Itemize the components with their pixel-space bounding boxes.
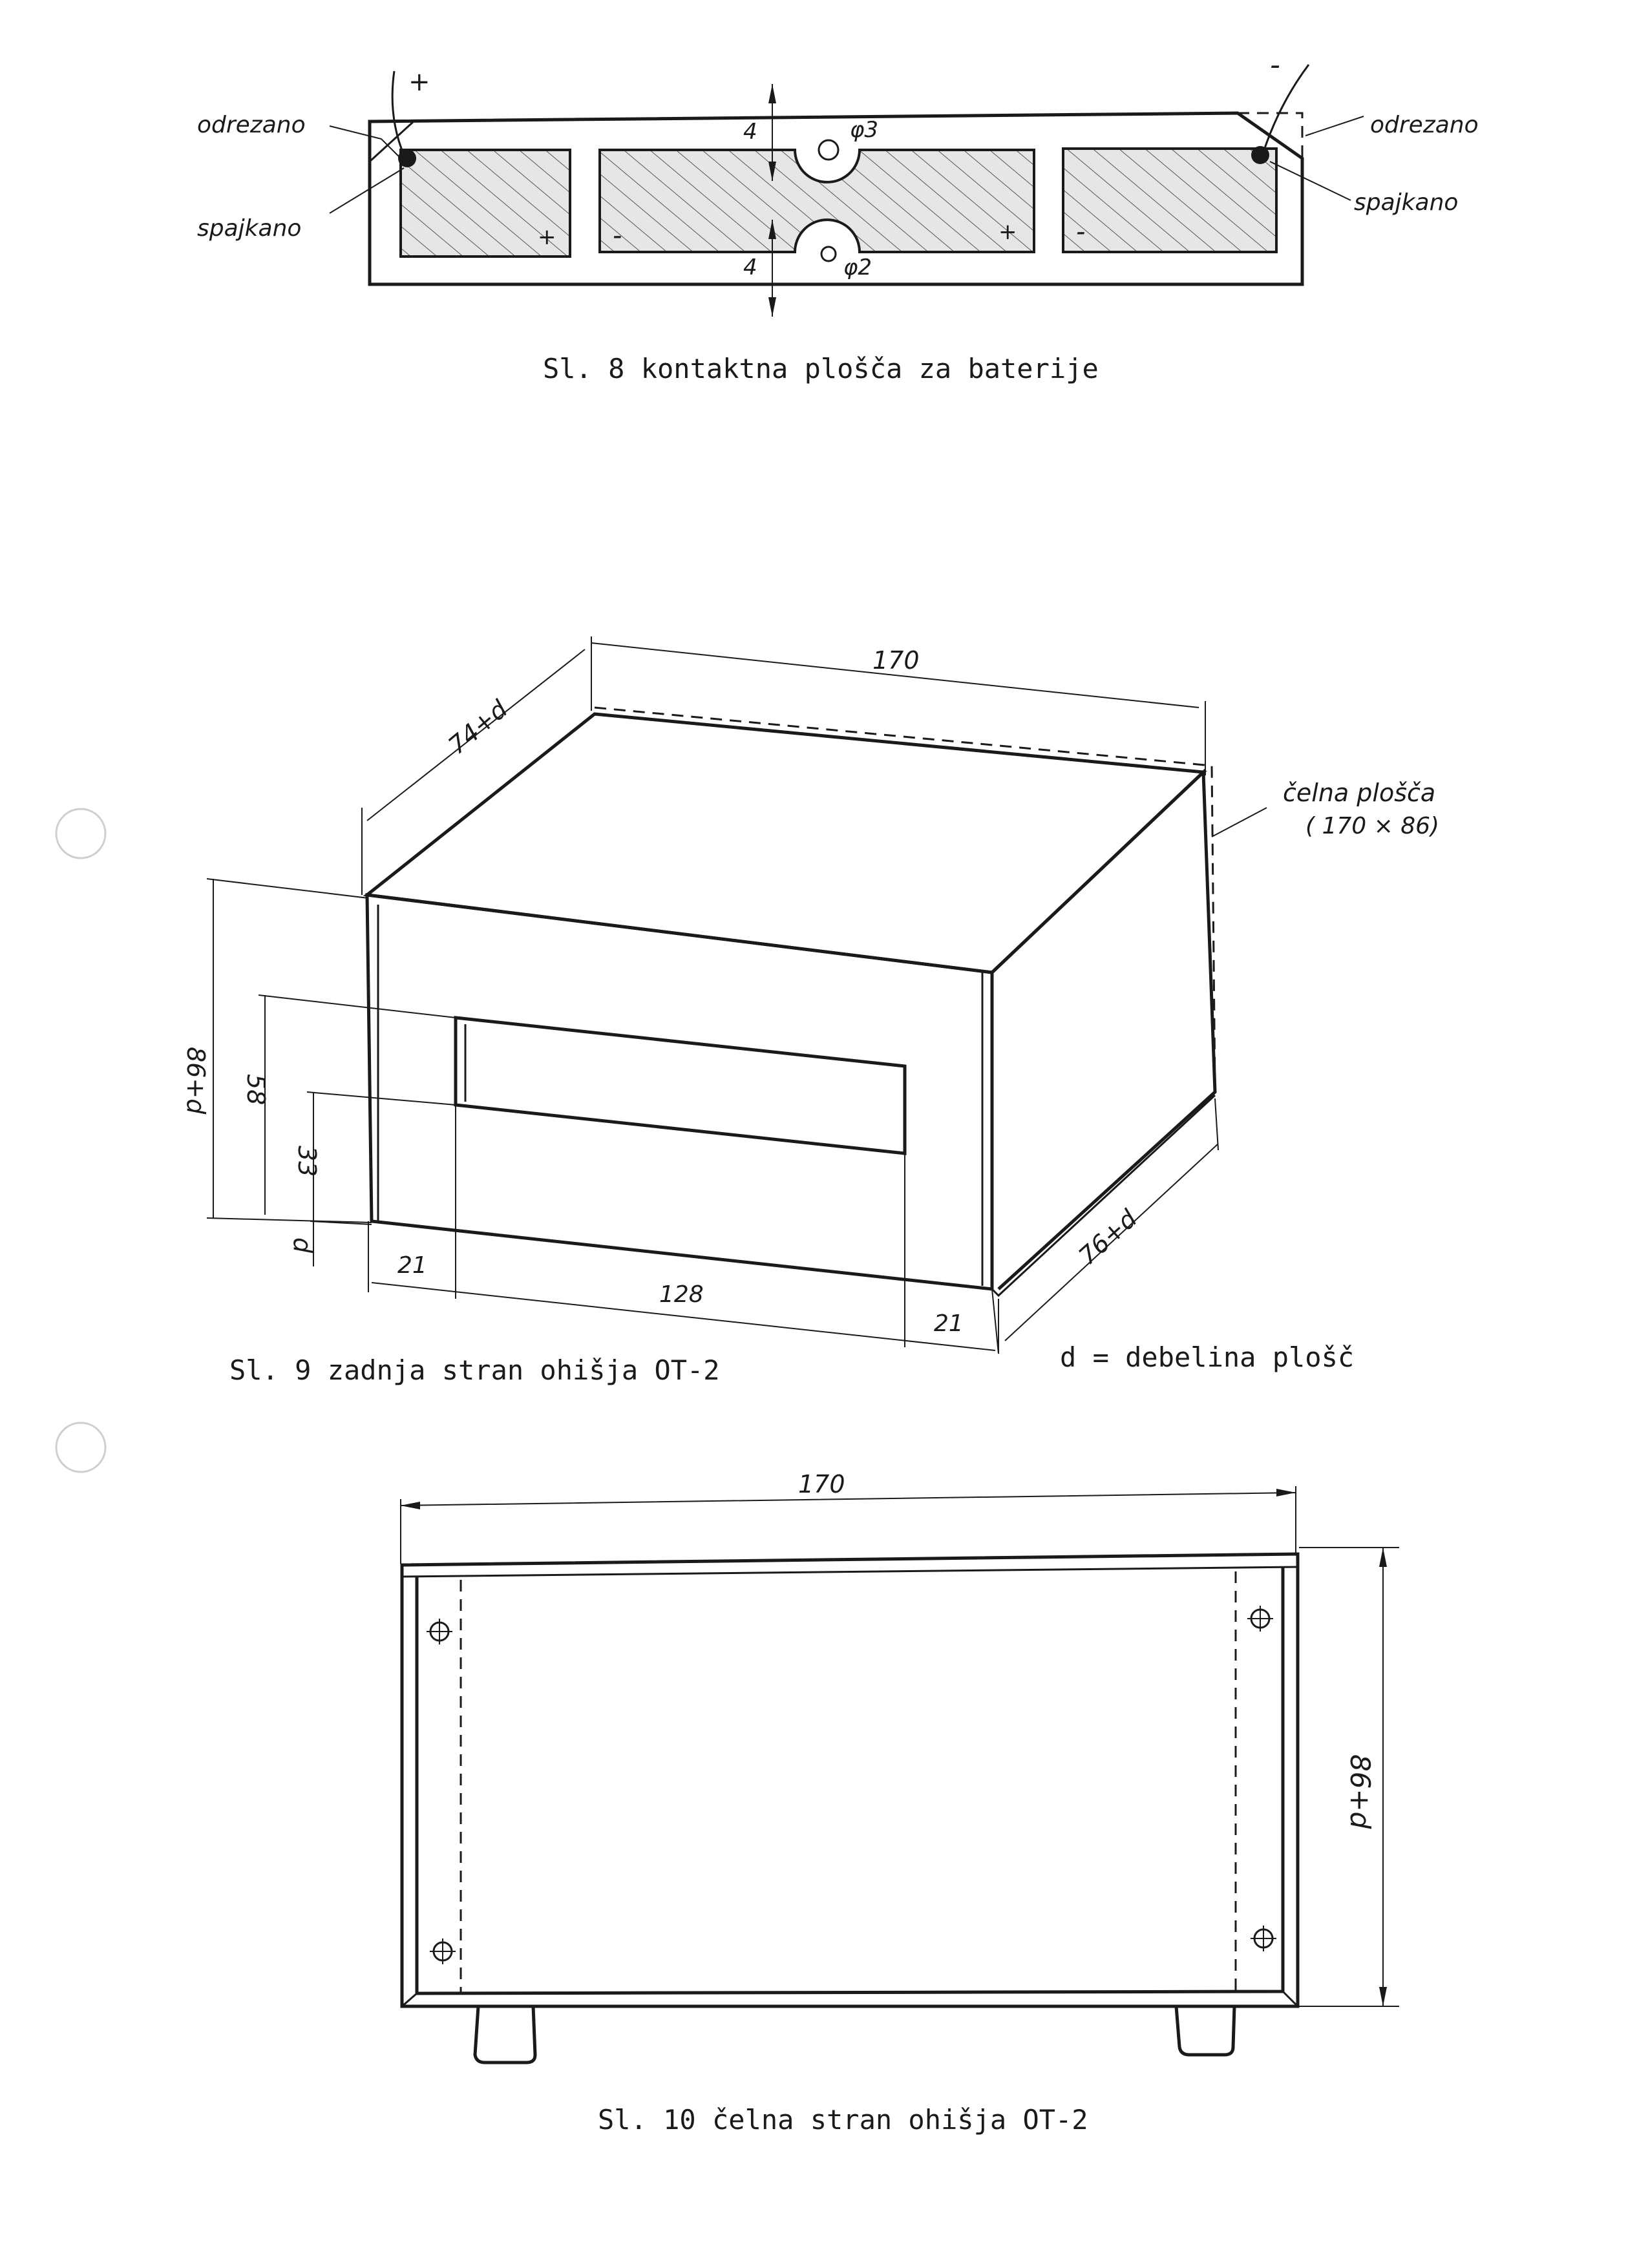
fig9-dim-33-line	[307, 1092, 456, 1215]
fig8-cell3-minus: -	[1076, 217, 1086, 247]
fig10-mount-hole-bl	[430, 1938, 456, 1964]
fig9-dim-86d: 86+d	[182, 1047, 210, 1115]
fig8-hole-phi2	[821, 247, 836, 261]
fig9-leader-celna	[1212, 808, 1267, 837]
fig10-side-rails	[461, 1571, 1236, 1993]
fig9-dim-d: d	[288, 1237, 317, 1254]
fig9-dim-33: 33	[293, 1146, 321, 1177]
fig9-panel-edges	[378, 905, 982, 1286]
fig9-dim-86d-line	[207, 879, 372, 1223]
fig9-back-side-isometric	[182, 636, 1439, 1386]
fig8-label-spajkano-left: spajkano	[197, 215, 302, 242]
fig8-solder-right	[1251, 146, 1269, 164]
fig10-frame-outer	[402, 1554, 1298, 2006]
fig8-battery-contact-plate	[197, 48, 1479, 384]
fig9-back-face	[367, 895, 992, 1289]
fig9-right-face	[992, 772, 1215, 1289]
fig10-dim-86d: 86+d	[1344, 1754, 1376, 1829]
fig9-dim-74d-line	[362, 649, 585, 895]
fig8-battery-cell-2	[600, 150, 1034, 252]
fig8-leader-odrezano-right	[1305, 116, 1364, 136]
fig8-dim-phi2: φ2	[843, 255, 872, 280]
fig8-dim-phi3: φ3	[850, 117, 879, 143]
fig10-foot-left	[475, 2006, 535, 2063]
fig8-cell1-plus: +	[538, 224, 556, 250]
fig9-dim-74d: 74+d	[443, 695, 513, 760]
fig8-cell2-minus: -	[613, 221, 622, 251]
fig8-wire-plus	[392, 71, 404, 155]
fig9-dim-21-right: 21	[934, 1310, 964, 1337]
fig8-label-spajkano-right: spajkano	[1354, 189, 1459, 216]
fig10-front-view	[401, 1470, 1399, 2136]
fig10-caption: Sl. 10 čelna stran ohišja OT-2	[598, 2104, 1088, 2136]
fig9-label-celna: čelna plošča	[1283, 779, 1436, 807]
fig10-top-panel-line	[402, 1567, 1298, 1577]
fig8-cell2-plus: +	[998, 219, 1017, 245]
fig9-dim-58-line	[259, 995, 456, 1215]
fig8-leader-spajkano-right	[1270, 162, 1351, 200]
fig9-dim-76d: 76+d	[1073, 1204, 1143, 1271]
fig8-wire-plus-sign: +	[408, 67, 430, 97]
fig8-hole-phi3	[819, 140, 838, 160]
fig8-label-odrezano-right: odrezano	[1370, 112, 1479, 138]
fig10-foot-right	[1176, 2006, 1234, 2055]
fig9-label-celna-size: ( 170 × 86)	[1305, 813, 1440, 839]
fig9-window-opening	[456, 1018, 905, 1153]
fig8-wire-minus-sign: -	[1270, 48, 1280, 81]
fig9-dim-58: 58	[242, 1074, 270, 1106]
fig10-dim-170: 170	[798, 1470, 845, 1498]
fig10-frame-inner	[417, 1567, 1283, 1993]
fig9-note-d: d = debelina plošč	[1060, 1341, 1355, 1373]
fig8-dim-4-bottom: 4	[743, 255, 757, 280]
fig8-leader-spajkano-left	[330, 168, 404, 213]
punch-hole-mark-upper	[56, 809, 105, 858]
fig10-mount-hole-tl	[427, 1619, 452, 1644]
fig10-mount-hole-br	[1251, 1926, 1276, 1951]
fig8-label-odrezano-left: odrezano	[197, 112, 306, 138]
fig9-caption: Sl. 9 zadnja stran ohišja OT-2	[229, 1354, 720, 1386]
fig9-dim-170: 170	[872, 646, 920, 675]
fig10-mount-hole-tr	[1247, 1606, 1273, 1632]
punch-hole-mark-lower	[56, 1423, 105, 1472]
fig8-battery-cell-3	[1063, 149, 1276, 252]
fig9-dim-21-left: 21	[397, 1252, 427, 1279]
fig8-solder-left	[398, 149, 416, 167]
fig8-caption: Sl. 8 kontaktna plošča za baterije	[543, 353, 1099, 384]
fig10-dim-170-line	[401, 1486, 1296, 1564]
fig8-dim-4-top: 4	[743, 119, 757, 145]
fig9-dim-128: 128	[659, 1281, 704, 1308]
